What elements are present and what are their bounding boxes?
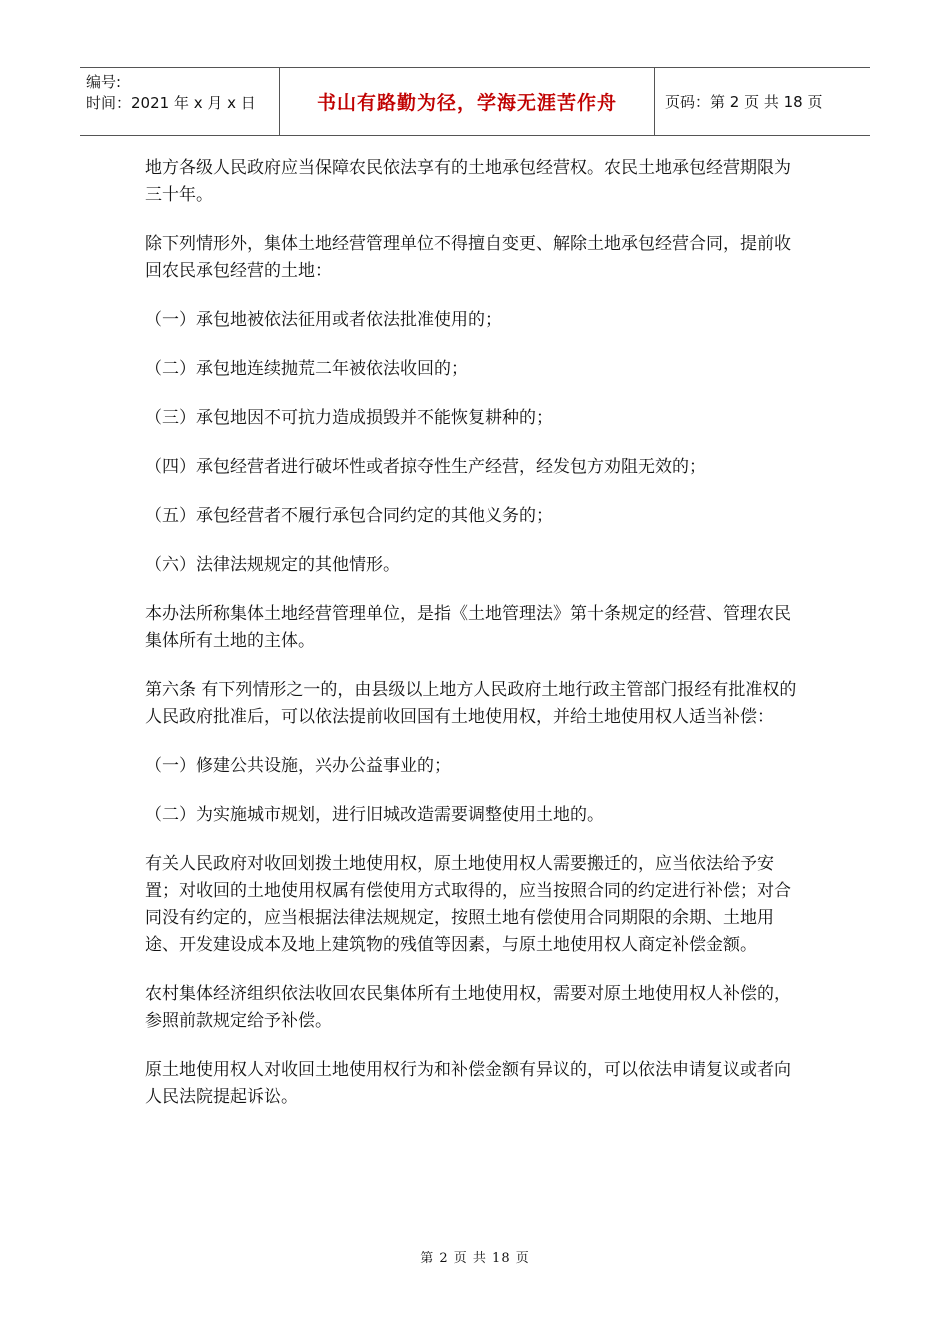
list-item: （二）承包地连续抛荒二年被依法收回的； [145, 359, 468, 379]
paragraph: 地方各级人民政府应当保障农民依法享有的土地承包经营权。农民土地承包经营期限为三十年。 [145, 158, 791, 205]
motto: 书山有路勤为径，学海无涯苦作舟 [316, 92, 617, 114]
list-item: （一）承包地被依法征用或者依法批准使用的； [145, 310, 502, 330]
paragraph: 有关人民政府对收回划拨土地使用权，原土地使用权人需要搬迁的，应当依法给予安置；对收回的土地使用权属有偿使用方式取得的，应当按照合同的约定进行补偿；对合同没有约定的，应当根据法律法规规定，按照土地有偿使用合同期限的余期、土地用途、开发建设成本及地上建筑物的残值等因素，与原土地使用权人商定补偿金额。 [145, 854, 791, 955]
article-paragraph: 第六条 有下列情形之一的，由县级以上地方人民政府土地行政主管部门报经有批准权的人民政府批准后，可以依法提前收回国有土地使用权，并给土地使用权人适当补偿： [145, 680, 797, 727]
paragraph: 除下列情形外，集体土地经营管理单位不得擅自变更、解除土地承包经营合同，提前收回农民承包经营的土地： [145, 234, 791, 281]
page-header [80, 67, 870, 136]
document-number-label: 编号: [86, 73, 122, 91]
header-motto-cell [280, 68, 655, 135]
page-footer: 第 2 页 共 18 页 [420, 1251, 530, 1266]
list-item: （二）为实施城市规划，进行旧城改造需要调整使用土地的。 [145, 805, 604, 825]
list-item: （四）承包经营者进行破坏性或者掠夺性生产经营，经发包方劝阻无效的； [145, 457, 706, 477]
document-body [145, 155, 805, 1133]
paragraph: 本办法所称集体土地经营管理单位，是指《土地管理法》第十条规定的经营、管理农民集体所有土地的主体。 [145, 604, 791, 651]
paragraph: 原土地使用权人对收回土地使用权行为和补偿金额有异议的，可以依法申请复议或者向人民法院提起诉讼。 [145, 1060, 791, 1107]
list-item: （三）承包地因不可抗力造成损毁并不能恢复耕种的； [145, 408, 553, 428]
list-item: （一）修建公共设施，兴办公益事业的； [145, 756, 451, 776]
document-time: 时间：2021 年 x 月 x 日 [86, 94, 256, 112]
list-item: （六）法律法规规定的其他情形。 [145, 555, 400, 575]
header-meta [80, 68, 280, 135]
list-item: （五）承包经营者不履行承包合同约定的其他义务的； [145, 506, 553, 526]
header-page-info: 页码：第 2 页 共 18 页 [665, 93, 823, 111]
paragraph: 农村集体经济组织依法收回农民集体所有土地使用权，需要对原土地使用权人补偿的，参照前款规定给予补偿。 [145, 984, 791, 1031]
